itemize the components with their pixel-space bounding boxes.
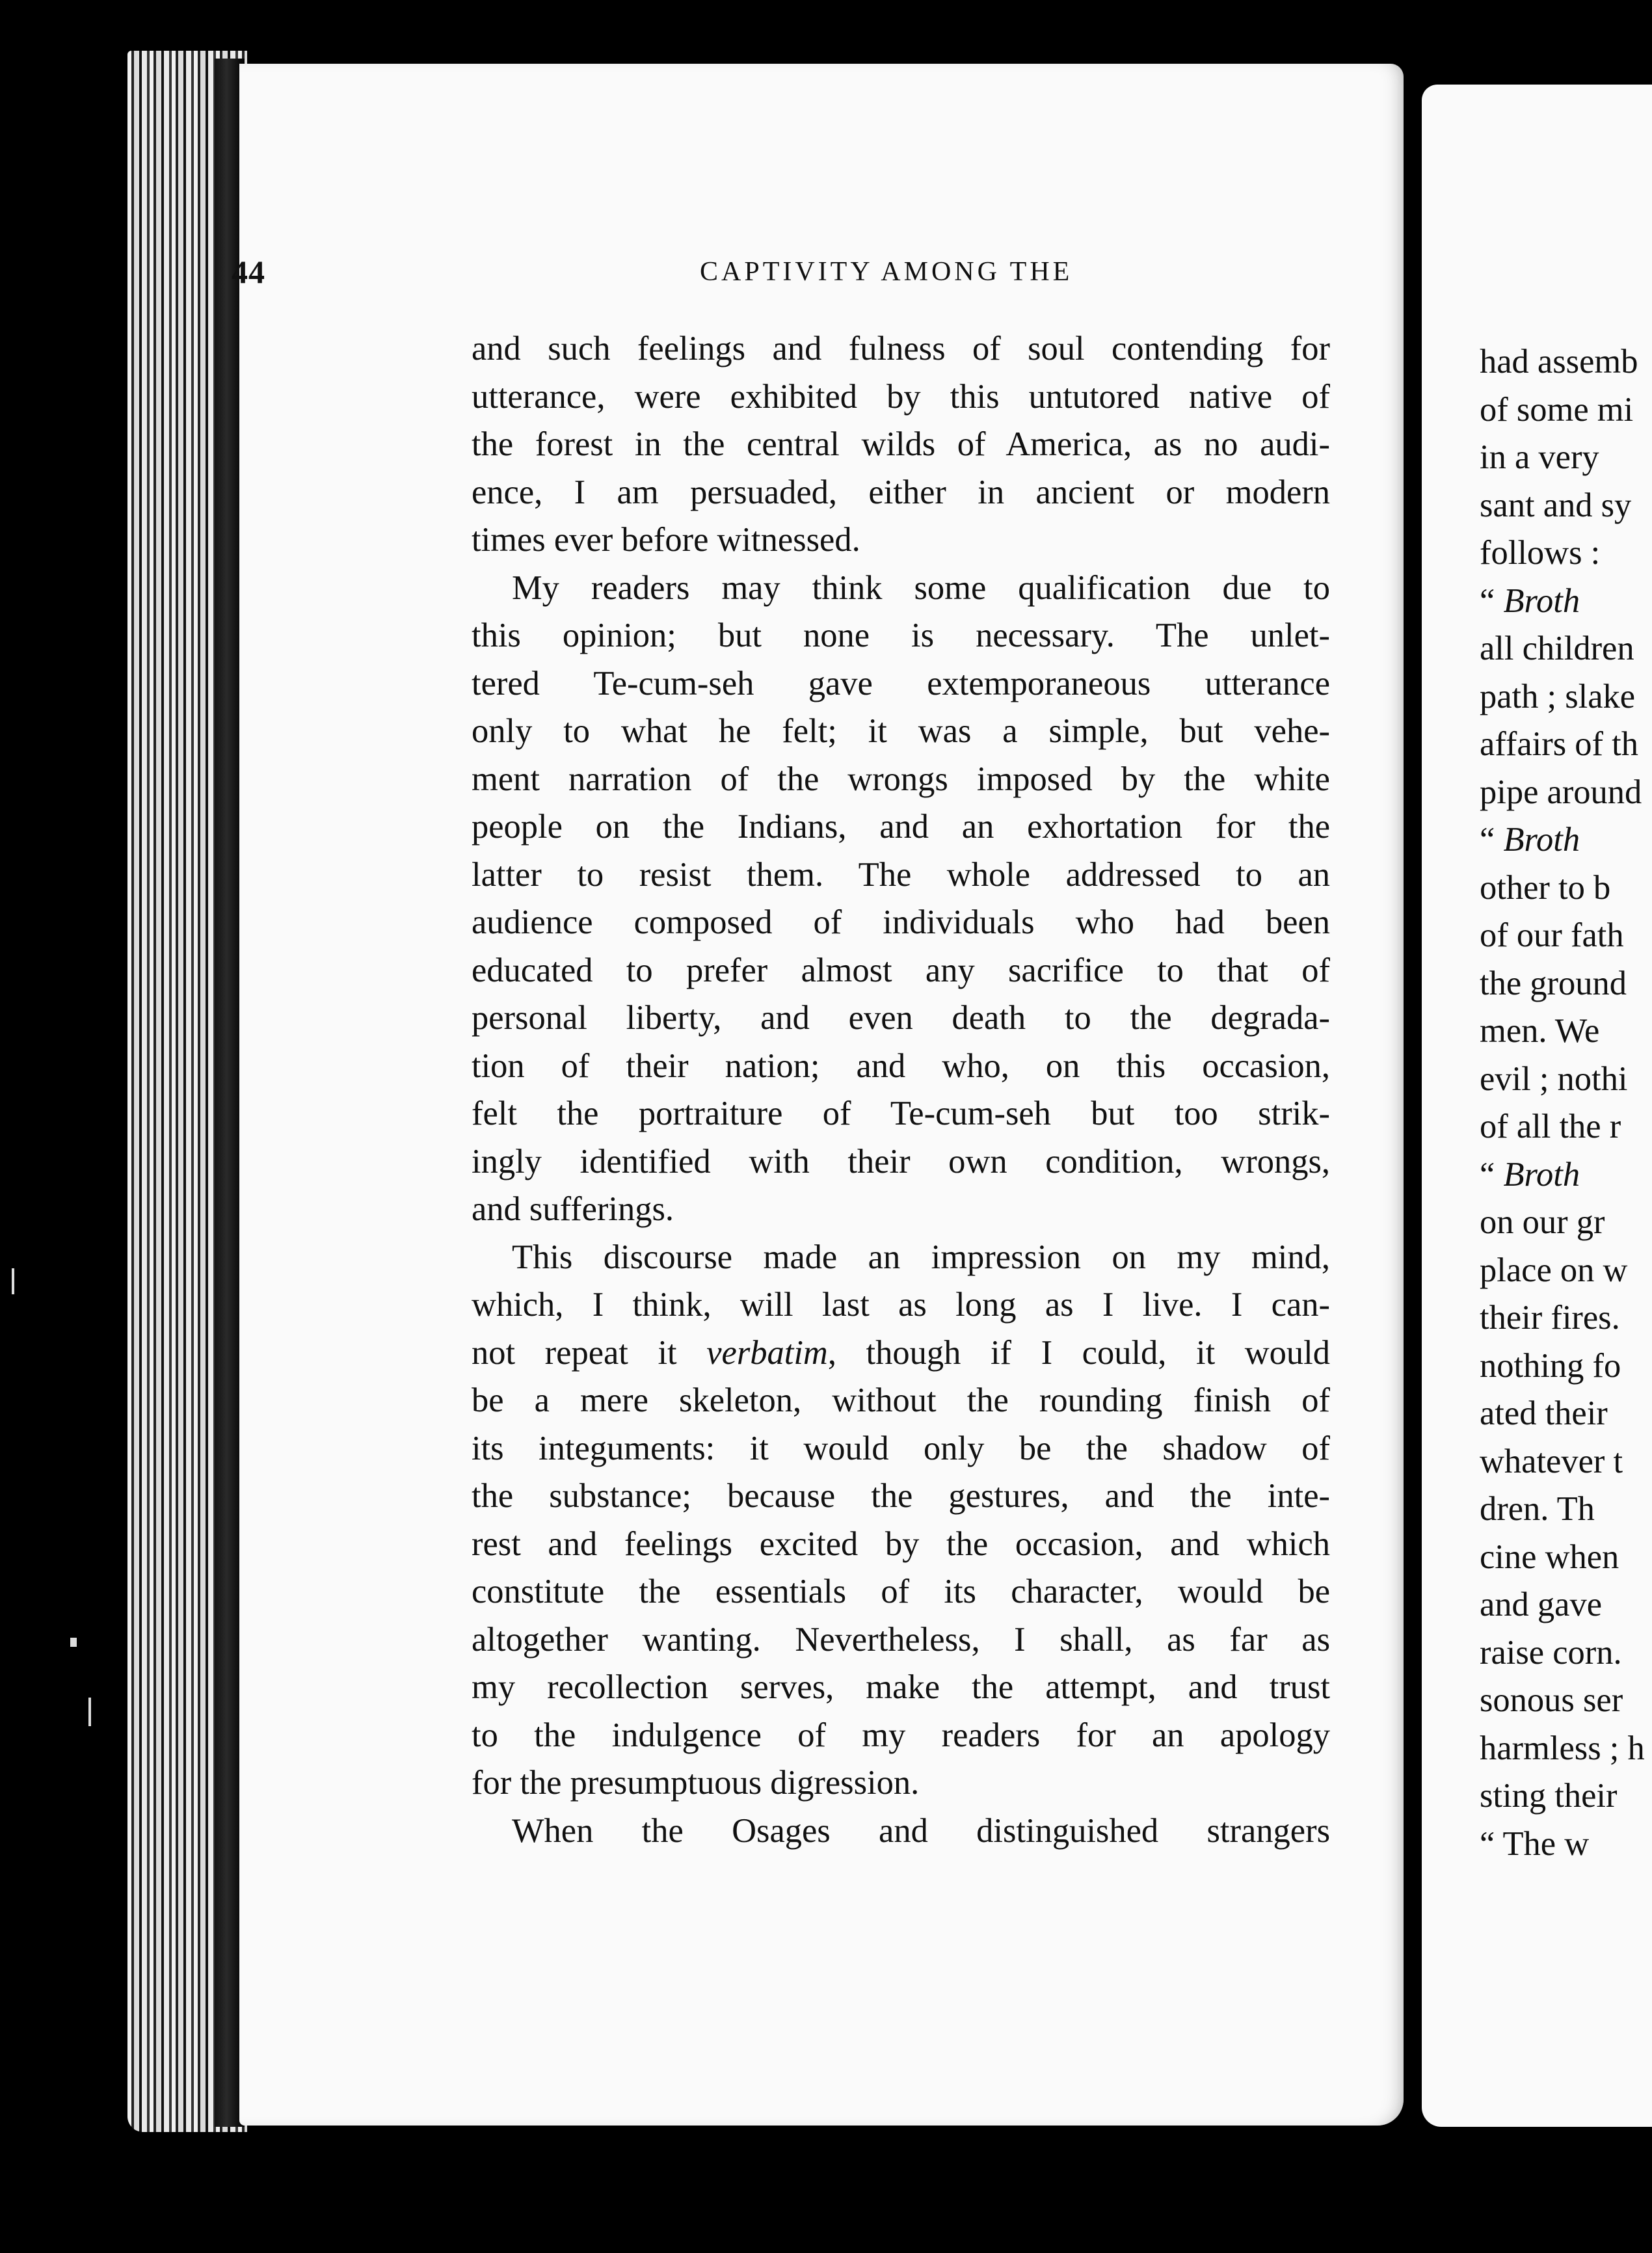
text-line: “ Broth	[1480, 1155, 1580, 1193]
text-line: this opinion; but none is necessary. The unlet-	[472, 617, 1330, 654]
text-line: ence, I am persuaded, either in ancient or modern	[472, 473, 1330, 511]
text-line: rest and feelings excited by the occasion, and which	[472, 1525, 1330, 1563]
text-line: cine when	[1480, 1538, 1619, 1576]
text-line: altogether wanting. Nevertheless, I shall, as far as	[472, 1620, 1330, 1659]
text-line: “ The w	[1480, 1824, 1590, 1863]
text-line: affairs of th	[1480, 725, 1638, 763]
text-line: of our fath	[1480, 916, 1624, 954]
text-line: “ Broth	[1480, 581, 1580, 620]
text-line: ment narration of the wrongs imposed by the white	[472, 760, 1330, 798]
page-number: 44	[232, 254, 265, 290]
text-line: be a mere skeleton, without the rounding finish of	[472, 1381, 1330, 1419]
text-line: educated to prefer almost any sacrifice to that of	[472, 951, 1330, 989]
text-line: sant and sy	[1480, 486, 1632, 524]
text-line: tered Te-cum-seh gave extemporaneous utterance	[472, 664, 1330, 702]
text-line: pipe around	[1480, 773, 1642, 811]
text-line: and such feelings and fulness of soul contending for	[472, 330, 1330, 367]
text-line: harmless ; h	[1480, 1729, 1645, 1767]
text-line: nothing fo	[1480, 1346, 1621, 1385]
left-page-text	[472, 325, 1330, 1855]
text-line: raise corn.	[1480, 1633, 1622, 1672]
text-line: of all the r	[1480, 1108, 1621, 1145]
text-line: on our gr	[1480, 1203, 1605, 1241]
text-line: path ; slake	[1480, 677, 1636, 715]
text-line: ated their	[1480, 1394, 1608, 1432]
text-line: When the Osages and distinguished strangers	[512, 1811, 1330, 1850]
text-line: other to b	[1480, 868, 1611, 907]
text-line: their fires.	[1480, 1299, 1620, 1337]
text-line: place on w	[1480, 1251, 1628, 1289]
text-line: sonous ser	[1480, 1681, 1623, 1719]
text-line: of some mi	[1480, 390, 1634, 429]
text-line: and sufferings.	[472, 1190, 674, 1228]
text-line: the ground	[1480, 964, 1627, 1002]
right-page-text	[1480, 338, 1652, 1868]
text-line: follows :	[1480, 534, 1601, 572]
text-line: tion of their nation; and who, on this occasion,	[472, 1047, 1330, 1085]
speck	[12, 1268, 14, 1294]
text-line: its integuments: it would only be the shadow of	[472, 1429, 1330, 1467]
text-line: This discourse made an impression on my mind,	[512, 1238, 1330, 1276]
text-line: men. We	[1480, 1012, 1600, 1050]
text-line: my recollection serves, make the attempt, and trust	[472, 1668, 1330, 1706]
text-line: the forest in the central wilds of America, as no audi-	[472, 425, 1330, 463]
text-line: latter to resist them. The whole addressed to an	[472, 855, 1330, 894]
text-line: had assemb	[1480, 343, 1638, 380]
text-line: and gave	[1480, 1586, 1603, 1623]
text-line: “ Broth	[1480, 821, 1580, 859]
text-line: audience composed of individuals who had been	[472, 903, 1330, 941]
text-line: the substance; because the gestures, and the inte-	[472, 1477, 1330, 1515]
text-line: ingly identified with their own condition, wrongs,	[472, 1142, 1330, 1180]
text-line: constitute the essentials of its character, would be	[472, 1573, 1330, 1610]
text-line: people on the Indians, and an exhortation for the	[472, 808, 1330, 846]
text-line: felt the portraiture of Te-cum-seh but too strik-	[472, 1095, 1330, 1132]
text-line: dren. Th	[1480, 1490, 1595, 1528]
page-header	[0, 252, 1652, 291]
text-line: personal liberty, and even death to the degrada-	[472, 999, 1330, 1037]
text-line: which, I think, will last as long as I live. I can-	[472, 1286, 1330, 1324]
text-line: My readers may think some qualification due to	[512, 568, 1330, 607]
text-line: in a very	[1480, 438, 1599, 476]
text-line: utterance, were exhibited by this untutored native of	[472, 377, 1330, 416]
speck	[88, 1698, 91, 1726]
text-line: for the presumptuous digression.	[472, 1764, 920, 1802]
text-line: sting their	[1480, 1777, 1618, 1815]
text-line: only to what he felt; it was a simple, but vehe-	[472, 712, 1330, 750]
speck	[70, 1638, 77, 1647]
text-line: times ever before witnessed.	[472, 521, 860, 559]
text-line: evil ; nothi	[1480, 1060, 1628, 1098]
text-line: all children	[1480, 630, 1634, 667]
text-line: not repeat it verbatim, though if I could, it would	[472, 1333, 1331, 1372]
text-line: to the indulgence of my readers for an apology	[472, 1716, 1330, 1754]
running-head: CAPTIVITY AMONG THE	[700, 257, 1073, 287]
text-line: whatever t	[1480, 1442, 1623, 1480]
